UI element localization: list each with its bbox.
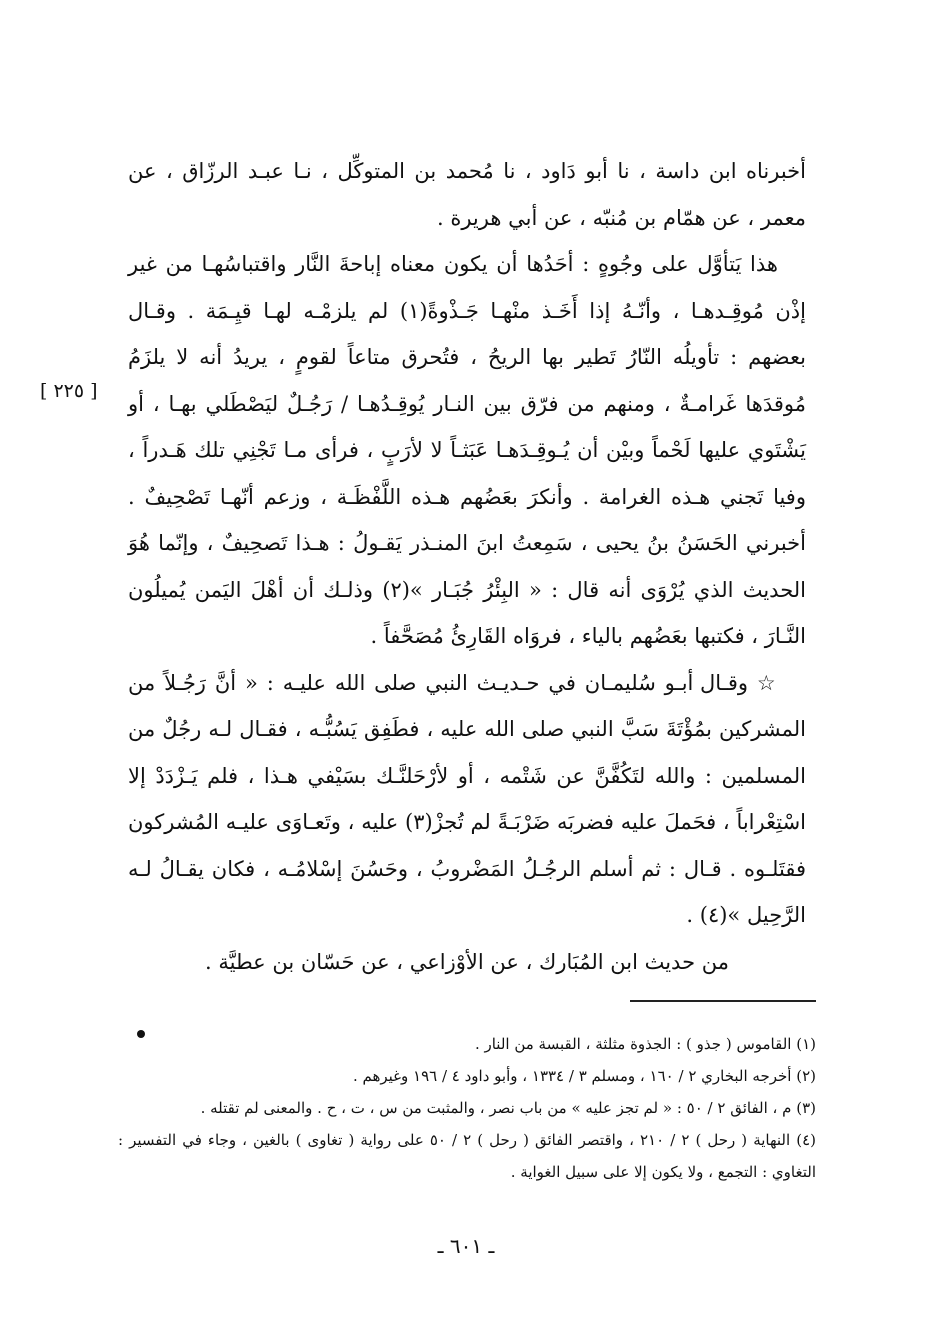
- page-number: ـ ٦٠١ ـ: [437, 1234, 495, 1258]
- hadith-paragraph: ☆ وقـال أبـو سُليمـان في حـديـث النبي صلى الله عليـه : « أنَّ رَجُـلاً من المشركين بمُؤْتَةَ سَبَّ النبي صلى الله عليه ، فطَفِق يَسُبُّـه ، فقـال لـه رجُلٌ من المسلمين : والله لتَكُفَّنَّ عن شَتْمه ، أو لأرْحَلنَّـك بسَيْفي هـذا ، فلم يَـزْدَدْ إلا اسْتِعْراباً ، فحَملَ عليه فضربَه ضَرْبَـةً لم تُجزْ(٣) عليه ، وتَعـاوَى عليـه المُشركون فقتَلـوه . قـال : ثم أسلم الرجُـلُ المَضْروبُ ، وحَسُنَ إسْلامُـه ، فكان يقـالُ لـه الرَّحِيل »(٤) .: [128, 660, 806, 939]
- footnote-4: (٤) النهاية ( رحل ) ٢ / ٢١٠ ، واقتصر الفائق ( رحل ) ٢ / ٥٠ على رواية ( تغاوى ) بالغين ، وجاء في التفسير : التغاوي : التجمع ، ولا يكون إلا على سبيل الغواية .: [118, 1131, 816, 1181]
- main-text: [128, 148, 806, 985]
- footnotes: [118, 1028, 816, 1188]
- footnote-3: (٣) م ، الفائق ٢ / ٥٠ : « لم تجز عليه » من باب نصر ، والمثبت من س ، ت ، ح . والمعنى لم تقتله .: [200, 1099, 816, 1117]
- margin-page-reference: [ ٢٢٥ ]: [40, 380, 98, 402]
- isnad-paragraph: أخبرناه ابن داسة ، نا أبو دَاود ، نا مُحمد بن المتوكِّل ، نـا عبـد الرزّاق ، عن معمر ، عن همّام بن مُنبّه ، عن أبي هريرة .: [128, 159, 806, 230]
- commentary-paragraph: هذا يَتأوَّل على وجُوهٍ : أحَدُها أن يكون معناه إباحةَ النَّار واقتباسُهـا من غير إذْن مُوقِـدهـا ، وأنّـهُ إذا أَخَـذ منْهـا جَـذْوةً(١) لم يلزمْـه لهـا قيِـمَة . وقـال بعضهم : تأويلُه النّارُ تَطير بها الريحُ ، فتُحرق متاعاً لقومٍ ، يريدُ أنه لا يلزَمُ مُوقدَها غَرامـةٌ ، ومنهم من فرّق بين النـار يُوقِـدُهـا / رَجُـلٌ ليَصْطَلي بهـا ، أو يَشْتَوي عليها لَحْماً وبيْن أن يُـوقِـدَهـا عَبَثـاً لا لأرَبٍ ، فرأى مـا تَجْنِي تلك هَـدراً ، وفيا تَجني هـذه الغرامة . وأنكرَ بعَضُهم هـذه اللَّفْظَـة ، وزعم أنّهـا تَصْحِيفٌ . أخبرني الحَسَنُ بنُ يحيى ، سَمِعتُ ابنَ المنـذر يَقـولُ : هـذا تَصحِيفٌ ، وإنّما هُوَ الحديث الذي يُرْوَى أنه قال : « البِئْرُ جُبَـار »(٢) وذلـك أن أهْلَ اليَمن يُميلُون النَّـارَ ، فكتبها بعَضُهم بالياء ، فروَاه القَارِئُ مُصَحَّفاً .: [128, 252, 806, 648]
- chain-paragraph: من حديث ابن المُبَارك ، عن الأوْزاعي ، عن حَسّان بن عطيَّة .: [205, 949, 729, 974]
- footnote-1: (١) القاموس ( جذو ) : الجذوة مثلثة ، القبسة من النار .: [474, 1035, 816, 1053]
- footnote-separator: [630, 1000, 816, 1002]
- footnote-2: (٢) أخرجه البخاري ٢ / ١٦٠ ، ومسلم ٣ / ١٣٣٤ ، وأبو داود ٤ / ١٩٦ وغيرهم .: [352, 1067, 816, 1085]
